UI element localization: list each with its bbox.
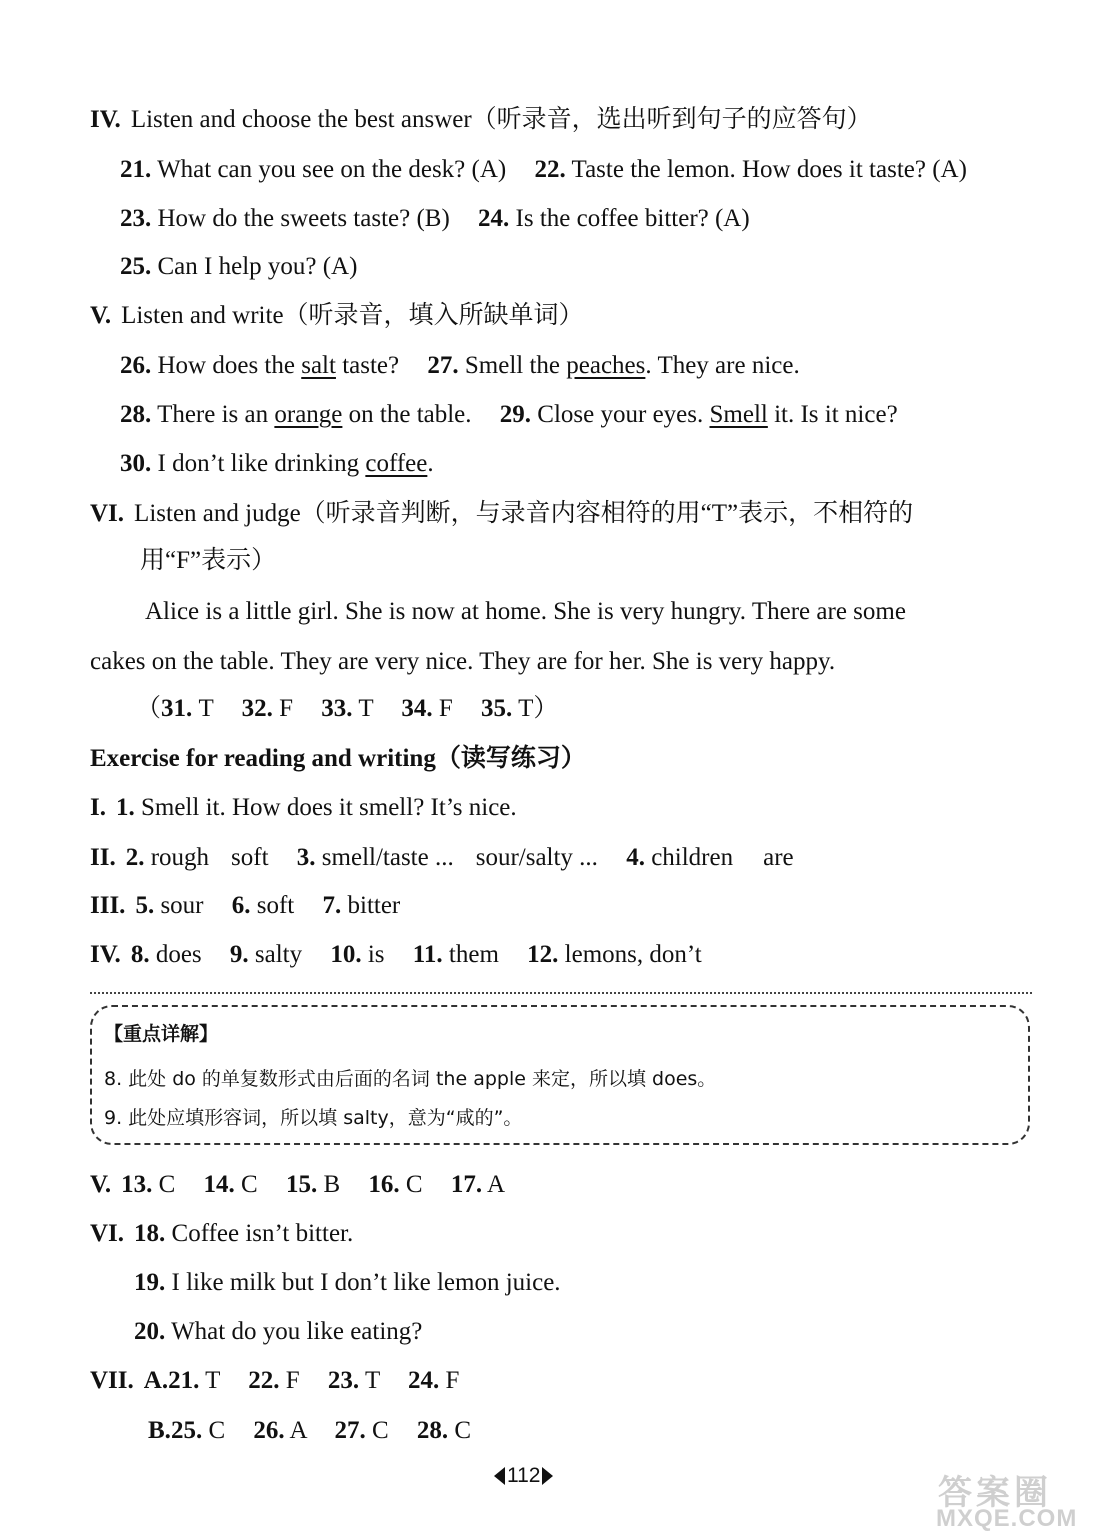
- answer-row: VII. A.21. T 22. F 23. T 24. F: [90, 1367, 460, 1394]
- answer-row: （31. T 32. F 33. T 34. F 35. T）: [136, 695, 559, 722]
- blank-answer: orange: [274, 401, 343, 428]
- answer-row: 28. There is an orange on the table. 29. Close your eyes. Smell it. Is it nice?: [120, 401, 898, 428]
- answer-row: V. 13. C 14. C 15. B 16. C 17. A: [90, 1171, 506, 1198]
- answer-row: I. 1. Smell it. How does it smell? It’s nice.: [90, 794, 517, 821]
- answer-row: VI. 18. Coffee isn’t bitter.: [90, 1220, 354, 1247]
- answer-row: 26. How does the salt taste? 27. Smell the peaches. They are nice.: [120, 352, 800, 379]
- answer-row: 25. Can I help you? (A): [120, 253, 358, 280]
- section-vi-title-cont: 用“F”表示）: [140, 547, 277, 574]
- answer-row: 21. What can you see on the desk? (A) 22. Taste the lemon. How does it taste? (A): [120, 156, 967, 183]
- blank-answer: peaches: [566, 352, 646, 379]
- triangle-right-icon: [542, 1467, 553, 1485]
- key-point-9: 9. 此处应填形容词，所以填 salty，意为“咸的”。: [104, 1107, 523, 1129]
- blank-answer: Smell: [709, 401, 768, 428]
- answer-row: 30. I don’t like drinking coffee.: [120, 450, 434, 477]
- passage-line: cakes on the table. They are very nice. They are for her. She is very happy.: [90, 648, 836, 675]
- section-iv-title: IV. Listen and choose the best answer（听录音，选出听到句子的应答句）: [90, 106, 872, 133]
- answer-row: 23. How do the sweets taste? (B) 24. Is the coffee bitter? (A): [120, 205, 750, 232]
- triangle-left-icon: [494, 1467, 505, 1485]
- section-v-title: V. Listen and write（听录音，填入所缺单词）: [90, 302, 584, 329]
- key-points-title: 【重点详解】: [104, 1023, 219, 1045]
- answer-row: 19. I like milk but I don’t like lemon juice.: [134, 1269, 561, 1296]
- watermark-logo: [930, 1465, 1105, 1533]
- answer-row: 20. What do you like eating?: [134, 1318, 423, 1345]
- watermark-url: MXQE.COM: [936, 1505, 1078, 1532]
- answer-row: B.25. C 26. A 27. C 28. C: [148, 1417, 472, 1444]
- answer-row: III. 5. sour 6. soft 7. bitter: [90, 892, 401, 919]
- key-points-box: [90, 1005, 1030, 1145]
- reading-writing-heading: Exercise for reading and writing（读写练习）: [90, 745, 586, 772]
- section-vi-title: VI. Listen and judge（听录音判断，与录音内容相符的用“T”表示，不相符的: [90, 500, 914, 527]
- answer-row: II. 2. rough soft 3. smell/taste ... sour/salty ... 4. children are: [90, 844, 794, 871]
- page-number: 112: [494, 1462, 553, 1490]
- blank-answer: salt: [301, 352, 336, 379]
- dotted-divider: [90, 992, 1032, 994]
- blank-answer: coffee: [365, 450, 428, 477]
- watermark-text: 答案圈: [938, 1474, 1052, 1512]
- answer-row: IV. 8. does 9. salty 10. is 11. them 12. lemons, don’t: [90, 941, 702, 968]
- passage-line: Alice is a little girl. She is now at home. She is very hungry. There are some: [145, 598, 906, 625]
- key-point-8: 8. 此处 do 的单复数形式由后面的名词 the apple 来定，所以填 does。: [104, 1068, 717, 1090]
